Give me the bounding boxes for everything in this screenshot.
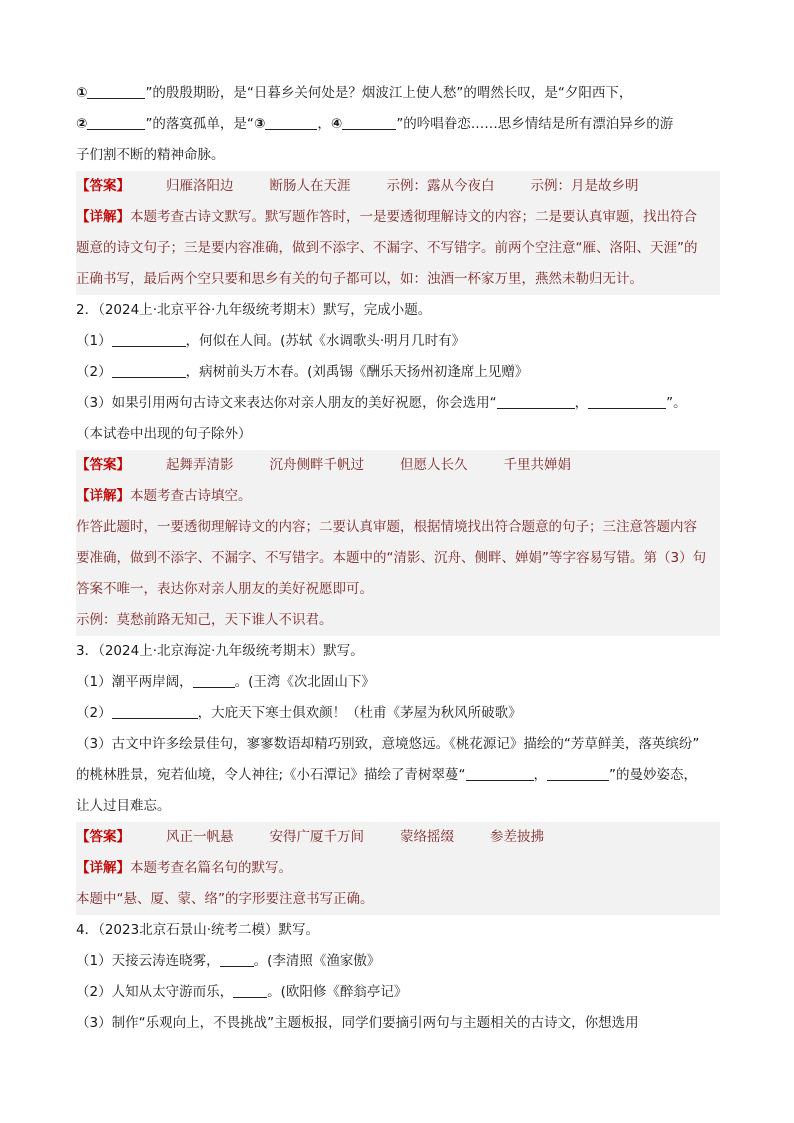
q3-answer-box [76, 822, 720, 915]
answer-item: 示例：月是故乡明 [530, 178, 639, 194]
fill-blank[interactable] [233, 983, 267, 998]
document-page [76, 78, 720, 1039]
q2-answer-box [76, 450, 720, 636]
q1-detail-line: 【详解】本题考查古诗文默写。默写题作答时，一是要透彻理解诗文的内容；二是要认真审题，找出符合 [76, 209, 697, 225]
answer-item: 蒙络摇缀 [400, 829, 454, 845]
q2-sub-3: （3）如果引用两句古诗文来表达你对亲人朋友的美好祝愿，你会选用“ ， ”。 [76, 395, 687, 411]
blank-number-3: ③ [253, 116, 266, 132]
q3-detail-line: 【详解】本题考查名篇名句的默写。 [76, 860, 292, 876]
q2-detail-line: 要准确，做到不添字、不漏字、不写错字。本题中的“清影、沉舟、侧畔、婵娟”等字容易写错。第（3）句 [76, 550, 707, 566]
q3-answer-row [76, 822, 720, 853]
fill-blank[interactable] [220, 952, 254, 967]
fill-blank[interactable] [112, 332, 186, 347]
fill-blank-3[interactable] [265, 115, 317, 130]
q1-line-1: ① ”的殷殷期盼，是“日暮乡关何处是？烟波江上使人愁”的喟然长叹，是“夕阳西下， [76, 85, 633, 101]
blank-number-2: ② [76, 116, 88, 132]
q1-line-2: ② ”的落寞孤单，是“③ ，④ ”的吟唱眷恋……思乡情结是所有漂泊异乡的游 [76, 116, 674, 132]
fill-blank[interactable] [112, 363, 186, 378]
answer-item: 沉舟侧畔千帆过 [269, 457, 364, 473]
fill-blank[interactable] [588, 394, 666, 409]
q3-title: 3．（2024上·北京海淀·九年级统考期末）默写。 [76, 643, 364, 659]
q3-sub-3-line-1: （3）古文中许多绘景佳句，寥寥数语却精巧别致，意境悠远。《桃花源记》描绘的“芳草鲜美，落英缤纷” [76, 736, 700, 752]
q3-sub-1: （1）潮平两岸阔， 。(王湾《次北固山下》 [76, 674, 375, 690]
blank-number-1: ① [76, 85, 88, 101]
q2-title: 2．（2024上·北京平谷·九年级统考期末）默写，完成小题。 [76, 302, 432, 318]
detail-tag: 【详解】 [76, 860, 130, 876]
detail-tag: 【详解】 [76, 488, 130, 504]
fill-blank-1[interactable] [87, 84, 145, 99]
q3-sub-3-line-3: 让人过目难忘。 [76, 798, 171, 814]
answer-item: 但愿人长久 [400, 457, 468, 473]
q2-note: （本试卷中出现的句子除外） [76, 426, 252, 442]
blank-number-4: ④ [330, 116, 343, 132]
fill-blank[interactable] [466, 766, 534, 781]
q1-line-3: 子们割不断的精神命脉。 [76, 147, 225, 163]
answer-tag: 【答案】 [76, 178, 130, 194]
q2-detail-line: 作答此题时，一要透彻理解诗文的内容；二要认真审题，根据情境找出符合题意的句子；三注意答题内容 [76, 519, 697, 535]
q2-sub-1: （1） ，何似在人间。(苏轼《水调歌头·明月几时有》 [76, 333, 466, 349]
q4-sub-2: （2）人知从太守游而乐， 。(欧阳修《醉翁亭记》 [76, 984, 408, 1000]
fill-blank-4[interactable] [342, 115, 396, 130]
answer-item: 断肠人在天涯 [269, 178, 351, 194]
q1-detail-line: 正确书写，最后两个空只要和思乡有关的句子都可以，如：浊酒一杯家万里，燕然未勒归无计。 [76, 271, 643, 287]
detail-tag: 【详解】 [76, 209, 130, 225]
q4-sub-1: （1）天接云涛连晓雾， 。(李清照《渔家傲》 [76, 953, 381, 969]
q2-answer-row [76, 450, 720, 481]
answer-item: 风正一帆悬 [166, 829, 234, 845]
q2-detail-line: 【详解】本题考查古诗填空。 [76, 488, 252, 504]
q3-sub-2: （2） ，大庇天下寒士俱欢颜！（杜甫《茅屋为秋风所破歌》 [76, 705, 522, 721]
q2-sub-2: （2） ，病树前头万木春。(刘禹锡《酬乐天扬州初逢席上见赠》 [76, 364, 529, 380]
answer-item: 起舞弄清影 [166, 457, 234, 473]
q2-detail-line: 示例：莫愁前路无知己，天下谁人不识君。 [76, 612, 333, 628]
answer-item: 示例：露从今夜白 [386, 178, 495, 194]
answer-item: 参差披拂 [490, 829, 544, 845]
q3-detail-line: 本题中“悬、厦、蒙、络”的字形要注意书写正确。 [76, 891, 374, 907]
fill-blank-2[interactable] [87, 115, 145, 130]
fill-blank[interactable] [193, 673, 235, 688]
answer-item: 千里共婵娟 [503, 457, 571, 473]
q1-answer-box [76, 171, 720, 295]
answer-item: 安得广厦千万间 [269, 829, 364, 845]
fill-blank[interactable] [547, 766, 609, 781]
q4-title: 4．（2023北京石景山·统考二模）默写。 [76, 922, 319, 938]
q2-detail-line: 答案不唯一，表达你对亲人朋友的美好祝愿即可。 [76, 581, 373, 597]
q1-answer-row [76, 171, 720, 202]
q4-sub-3: （3）制作“乐观向上，不畏挑战”主题板报，同学们要摘引两句与主题相关的古诗文，你想选用 [76, 1015, 639, 1031]
fill-blank[interactable] [497, 394, 575, 409]
answer-item: 归雁洛阳边 [166, 178, 234, 194]
q1-detail-line: 题意的诗文句子；三是要内容准确，做到不添字、不漏字、不写错字。前两个空注意“雁、洛阳、天涯”的 [76, 240, 698, 256]
answer-tag: 【答案】 [76, 829, 130, 845]
answer-tag: 【答案】 [76, 457, 130, 473]
q3-sub-3-line-2: 的桃林胜景，宛若仙境，令人神往;《小石潭记》描绘了青树翠蔓“ ， ”的曼妙姿态， [76, 767, 698, 783]
fill-blank[interactable] [112, 704, 198, 719]
